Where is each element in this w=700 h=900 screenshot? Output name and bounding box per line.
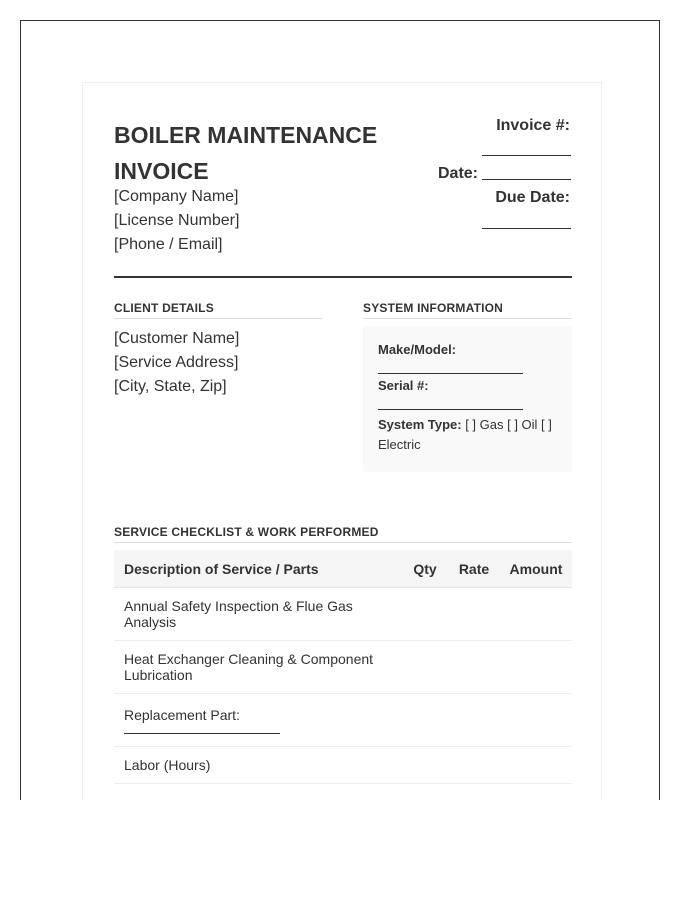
- row-qty[interactable]: [402, 588, 448, 641]
- system-info-heading: SYSTEM INFORMATION: [363, 301, 572, 319]
- row-description: Annual Safety Inspection & Flue Gas Analysis: [114, 588, 402, 641]
- system-type-label: System Type:: [378, 417, 462, 432]
- row-amount[interactable]: [500, 694, 572, 747]
- system-type-options: [ ] Gas [ ] Oil [ ] Electric: [378, 417, 552, 452]
- invoice-page: [82, 82, 602, 800]
- column-header-rate: Rate: [448, 550, 500, 588]
- table-row: [114, 641, 572, 694]
- make-model-field[interactable]: [378, 373, 523, 374]
- row-description-cell: [114, 694, 402, 747]
- phone-email: [Phone / Email]: [114, 236, 223, 253]
- table-row: [114, 694, 572, 747]
- system-info-box: [363, 326, 572, 472]
- invoice-number-label: Invoice #:: [496, 117, 570, 134]
- row-amount[interactable]: [500, 747, 572, 784]
- table-header-row: [114, 550, 572, 588]
- column-header-qty: Qty: [402, 550, 448, 588]
- service-checklist-heading: SERVICE CHECKLIST & WORK PERFORMED: [114, 525, 572, 543]
- replacement-part-label: Replacement Part:: [124, 706, 240, 723]
- due-date-label: Due Date:: [495, 189, 570, 206]
- company-info: [114, 185, 239, 257]
- city-state-zip: [City, State, Zip]: [114, 378, 227, 395]
- company-name: [Company Name]: [114, 188, 239, 205]
- row-amount[interactable]: [500, 641, 572, 694]
- due-date-field[interactable]: [482, 228, 571, 229]
- system-type-row: [378, 415, 557, 455]
- service-address: [Service Address]: [114, 354, 239, 371]
- customer-name: [Customer Name]: [114, 330, 240, 347]
- table-row: [114, 588, 572, 641]
- date-field[interactable]: [482, 179, 571, 180]
- row-qty[interactable]: [402, 641, 448, 694]
- serial-field[interactable]: [378, 409, 523, 410]
- row-rate[interactable]: [448, 747, 500, 784]
- replacement-part-field[interactable]: [124, 723, 280, 734]
- client-info: [114, 327, 239, 399]
- invoice-number-field[interactable]: [482, 155, 571, 156]
- row-description: Labor (Hours): [114, 747, 402, 784]
- license-number: [License Number]: [114, 212, 240, 229]
- service-table: [114, 550, 572, 784]
- table-row: [114, 747, 572, 784]
- row-qty[interactable]: [402, 747, 448, 784]
- row-amount[interactable]: [500, 588, 572, 641]
- column-header-amount: Amount: [500, 550, 572, 588]
- header-divider: [114, 276, 572, 278]
- document-frame: [20, 20, 660, 800]
- row-rate[interactable]: [448, 588, 500, 641]
- column-header-description: Description of Service / Parts: [114, 550, 402, 588]
- row-description: Heat Exchanger Cleaning & Component Lubrication: [114, 641, 402, 694]
- serial-label: Serial #:: [378, 378, 429, 393]
- row-rate[interactable]: [448, 694, 500, 747]
- row-qty[interactable]: [402, 694, 448, 747]
- row-rate[interactable]: [448, 641, 500, 694]
- make-model-label: Make/Model:: [378, 342, 457, 357]
- client-details-heading: CLIENT DETAILS: [114, 301, 322, 319]
- invoice-title: BOILER MAINTENANCE INVOICE: [114, 122, 378, 184]
- date-label: Date:: [438, 165, 479, 182]
